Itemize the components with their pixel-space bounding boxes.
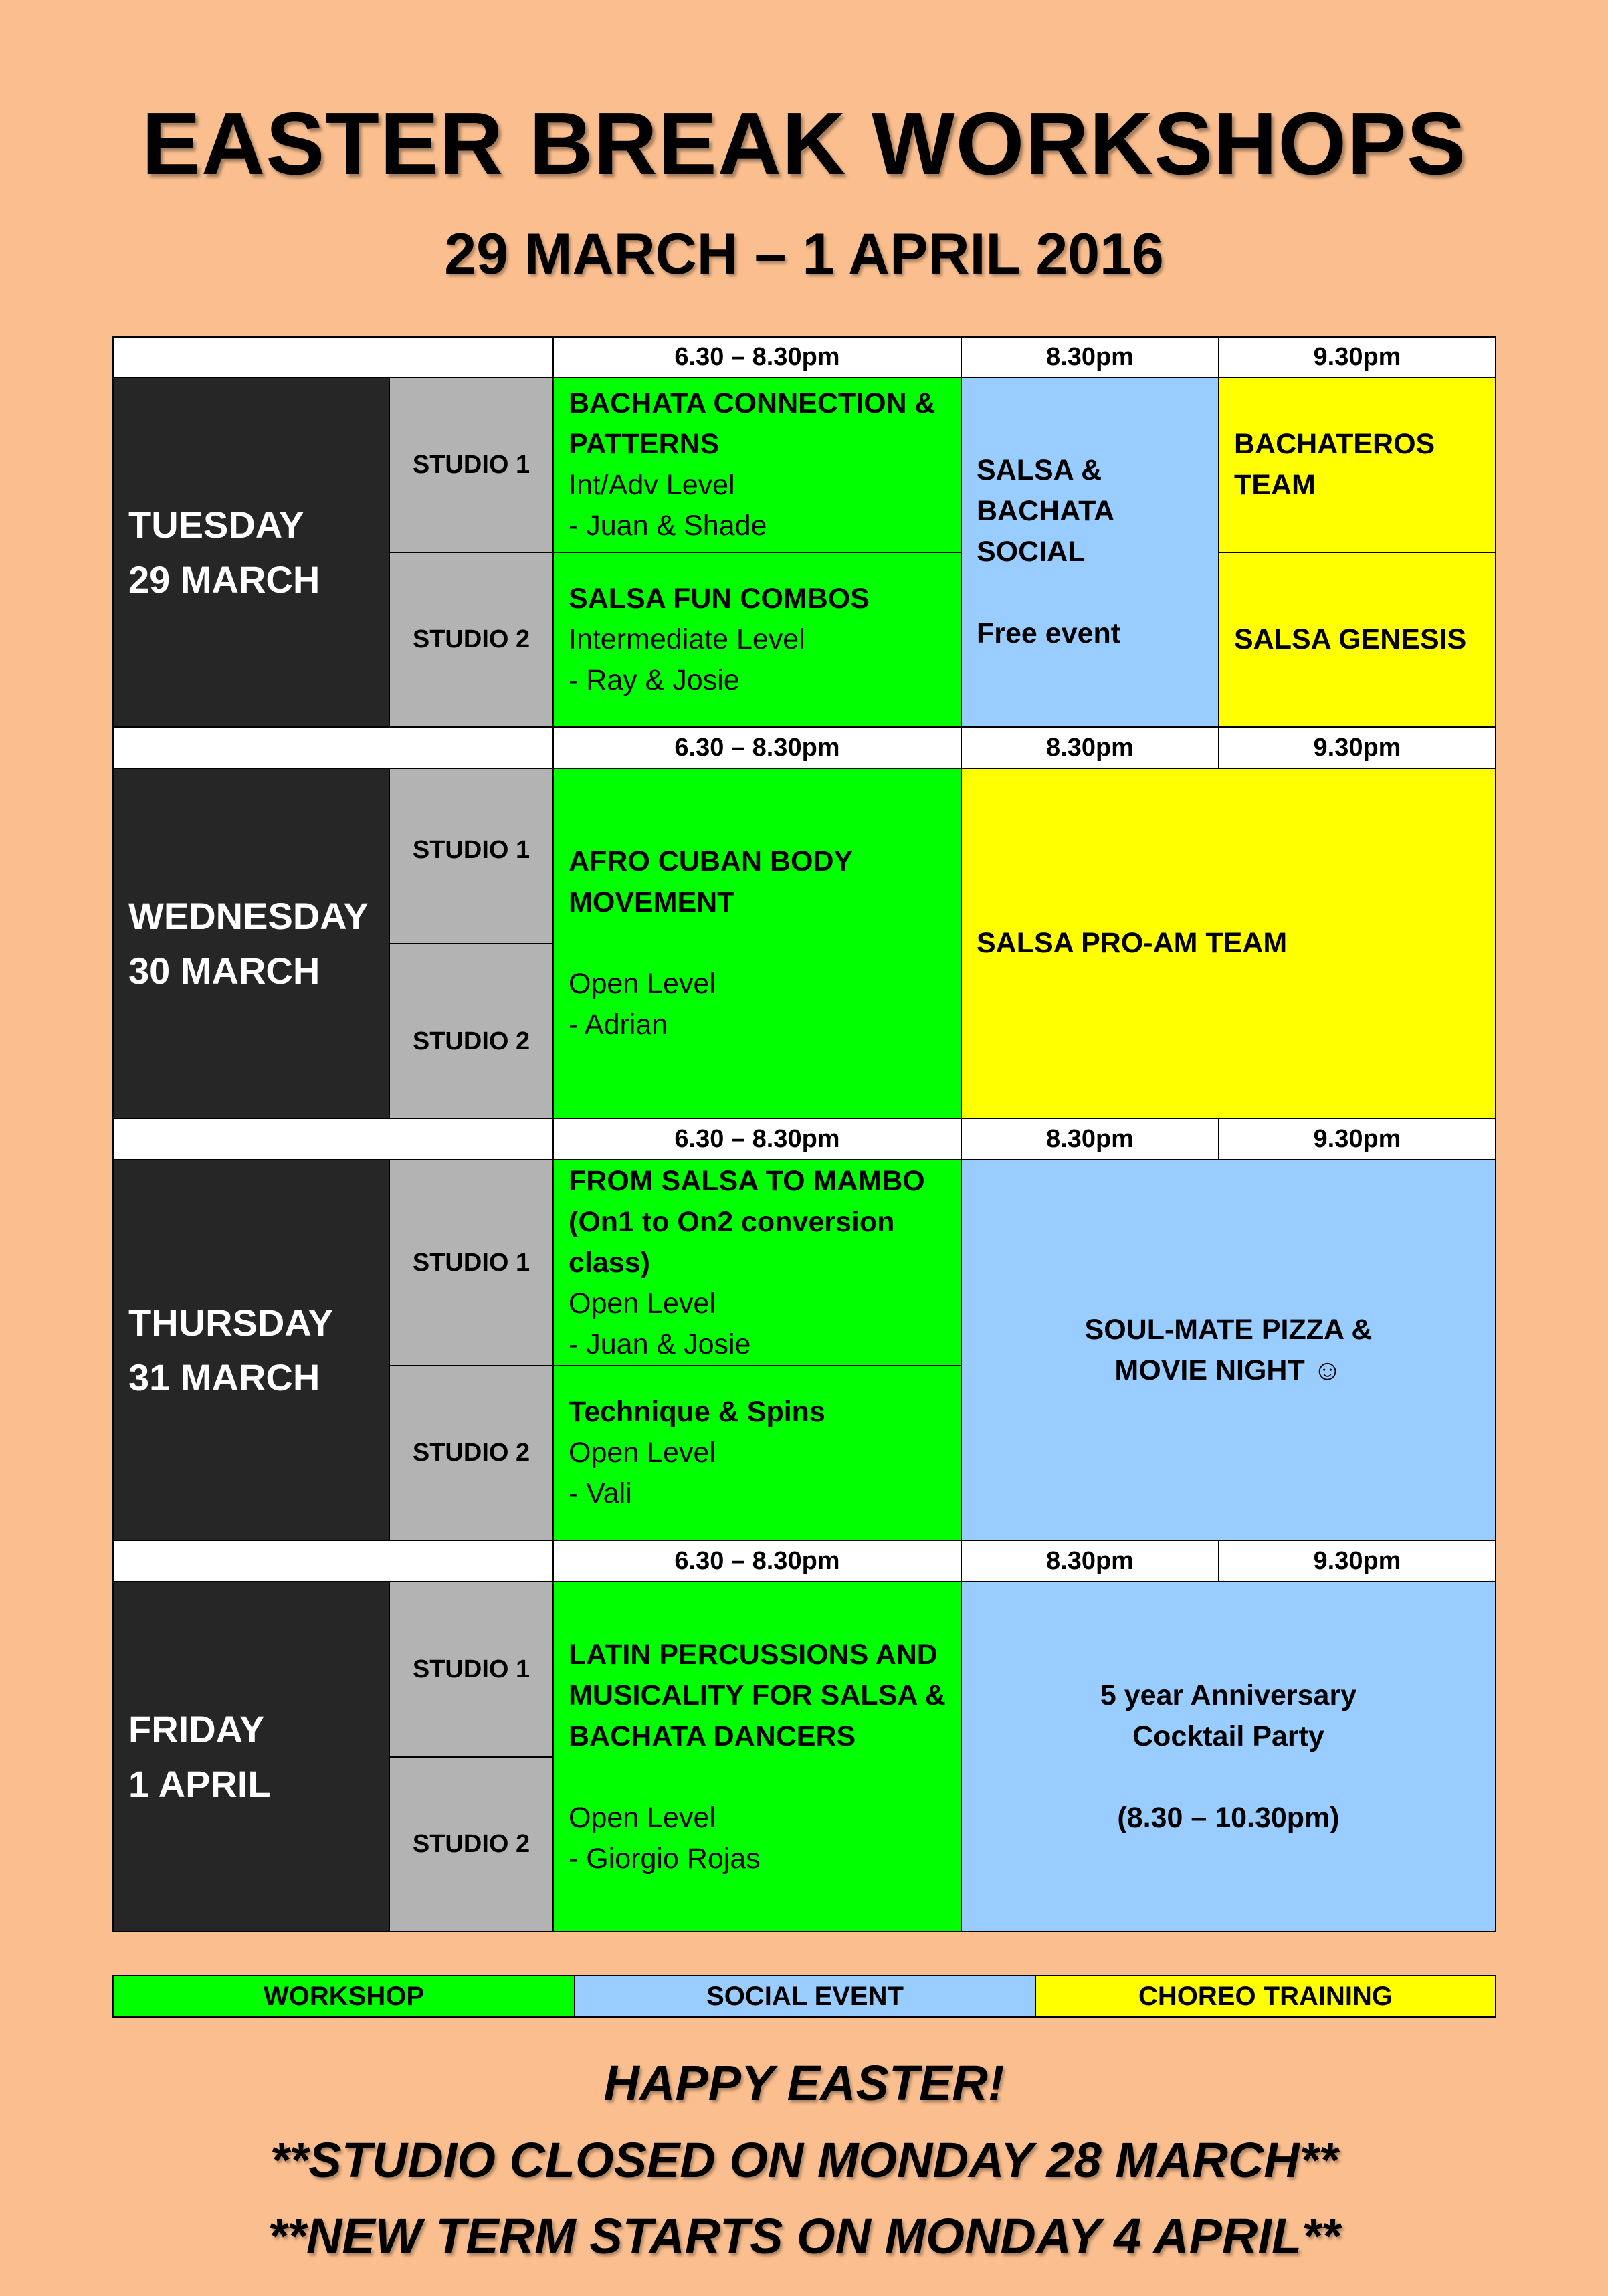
- event-instructors: - Juan & Shade: [569, 510, 767, 542]
- time-header-830: 8.30pm: [961, 336, 1219, 378]
- event-title-line: SOCIAL: [977, 536, 1086, 568]
- day-date: 29 MARCH: [128, 558, 320, 601]
- event-level: Open Level: [569, 1437, 716, 1469]
- day-date: 30 MARCH: [128, 949, 320, 992]
- event-note: Free event: [977, 617, 1121, 649]
- workshop-technique-spins: [552, 1365, 962, 1541]
- day-name: THURSDAY: [128, 1301, 333, 1344]
- event-time-note: (8.30 – 10.30pm): [1117, 1801, 1340, 1834]
- event-title-line: FROM SALSA TO MAMBO: [569, 1164, 925, 1197]
- page-title: EASTER BREAK WORKSHOPS: [141, 94, 1467, 193]
- social-anniversary-party: [961, 1581, 1496, 1932]
- header-blank: [112, 1118, 554, 1160]
- event-title-line: SALSA GENESIS: [1234, 623, 1467, 655]
- header-blank: [112, 336, 554, 378]
- day-label-tuesday: [112, 377, 390, 728]
- event-level: Intermediate Level: [569, 623, 805, 655]
- event-title-line: TEAM: [1234, 469, 1316, 501]
- time-header-930: 9.30pm: [1218, 726, 1496, 769]
- studio-2-label: STUDIO 2: [389, 943, 554, 1119]
- legend-social-event: SOCIAL EVENT: [574, 1975, 1036, 2018]
- event-title-line: PATTERNS: [569, 428, 720, 460]
- header-blank: [112, 1540, 554, 1582]
- time-header-830: 8.30pm: [961, 1118, 1219, 1160]
- studio-1-label: STUDIO 1: [389, 768, 554, 944]
- day-date: 1 APRIL: [128, 1762, 271, 1805]
- workshop-latin-percussions: [552, 1581, 962, 1932]
- event-title-line: LATIN PERCUSSIONS AND: [569, 1638, 938, 1671]
- time-header-830: 8.30pm: [961, 726, 1219, 769]
- date-range-subtitle: 29 MARCH – 1 APRIL 2016: [444, 222, 1164, 286]
- event-level: Open Level: [569, 1801, 716, 1834]
- event-title-line: BACHATEROS: [1234, 428, 1435, 460]
- event-title-line: MUSICALITY FOR SALSA &: [569, 1679, 946, 1711]
- day-label-friday: [112, 1581, 390, 1932]
- day-label-wednesday: [112, 768, 390, 1119]
- event-level: Open Level: [569, 1287, 716, 1320]
- day-name: FRIDAY: [128, 1707, 265, 1750]
- event-instructors: - Juan & Josie: [569, 1328, 751, 1360]
- footer-studio-closed: **STUDIO CLOSED ON MONDAY 28 MARCH**: [270, 2132, 1338, 2188]
- day-name: TUESDAY: [128, 503, 304, 546]
- footer-new-term: **NEW TERM STARTS ON MONDAY 4 APRIL**: [268, 2208, 1340, 2264]
- event-title-line: BACHATA DANCERS: [569, 1719, 856, 1752]
- studio-1-label: STUDIO 1: [389, 1581, 554, 1758]
- studio-2-label: STUDIO 2: [389, 1365, 554, 1541]
- social-pizza-movie-night: [961, 1159, 1496, 1541]
- event-title-line: Technique & Spins: [569, 1396, 825, 1428]
- time-header-930: 9.30pm: [1218, 1540, 1496, 1582]
- event-title-line: Cocktail Party: [1132, 1719, 1324, 1752]
- event-level: Int/Adv Level: [569, 469, 735, 501]
- choreo-salsa-pro-am: [961, 768, 1496, 1119]
- workshop-salsa-to-mambo: [552, 1159, 962, 1366]
- legend-choreo-training: CHOREO TRAINING: [1035, 1975, 1496, 2018]
- time-header-workshop: 6.30 – 8.30pm: [552, 726, 962, 769]
- event-title-line: SALSA PRO-AM TEAM: [977, 927, 1288, 959]
- studio-1-label: STUDIO 1: [389, 1159, 554, 1366]
- choreo-salsa-genesis: [1218, 552, 1496, 728]
- choreo-bachateros-team: [1218, 377, 1496, 553]
- header-blank: [112, 726, 554, 769]
- event-title-line: class): [569, 1246, 650, 1279]
- time-header-930: 9.30pm: [1218, 1118, 1496, 1160]
- event-title-line: BACHATA CONNECTION &: [569, 387, 936, 419]
- event-level: Open Level: [569, 968, 716, 1000]
- studio-2-label: STUDIO 2: [389, 552, 554, 728]
- event-instructors: - Vali: [569, 1477, 632, 1509]
- time-header-workshop: 6.30 – 8.30pm: [552, 1540, 962, 1582]
- time-header-830: 8.30pm: [961, 1540, 1219, 1582]
- day-label-thursday: [112, 1159, 390, 1541]
- event-title-line: MOVIE NIGHT ☺: [1114, 1354, 1342, 1386]
- day-name: WEDNESDAY: [128, 894, 369, 937]
- event-title-line: SOUL-MATE PIZZA &: [1084, 1313, 1373, 1346]
- day-date: 31 MARCH: [128, 1356, 320, 1398]
- event-title-line: SALSA &: [977, 454, 1102, 486]
- event-title-line: (On1 to On2 conversion: [569, 1205, 895, 1238]
- studio-2-label: STUDIO 2: [389, 1756, 554, 1932]
- event-instructors: - Ray & Josie: [569, 664, 740, 696]
- workshop-afro-cuban: [552, 768, 962, 1119]
- event-title-line: 5 year Anniversary: [1100, 1679, 1357, 1711]
- legend-workshop: WORKSHOP: [112, 1975, 575, 2018]
- social-salsa-bachata: [961, 377, 1219, 728]
- workshop-salsa-fun-combos: [552, 552, 962, 728]
- studio-1-label: STUDIO 1: [389, 377, 554, 553]
- footer-happy-easter: HAPPY EASTER!: [603, 2055, 1005, 2111]
- time-header-workshop: 6.30 – 8.30pm: [552, 1118, 962, 1160]
- workshop-bachata-connection: [552, 377, 962, 553]
- event-title-line: MOVEMENT: [569, 886, 735, 918]
- time-header-workshop: 6.30 – 8.30pm: [552, 336, 962, 378]
- event-title-line: AFRO CUBAN BODY: [569, 845, 853, 877]
- event-title-line: SALSA FUN COMBOS: [569, 583, 870, 615]
- event-instructors: - Giorgio Rojas: [569, 1842, 761, 1875]
- time-header-930: 9.30pm: [1218, 336, 1496, 378]
- event-instructors: - Adrian: [569, 1009, 668, 1041]
- event-title-line: BACHATA: [977, 495, 1115, 527]
